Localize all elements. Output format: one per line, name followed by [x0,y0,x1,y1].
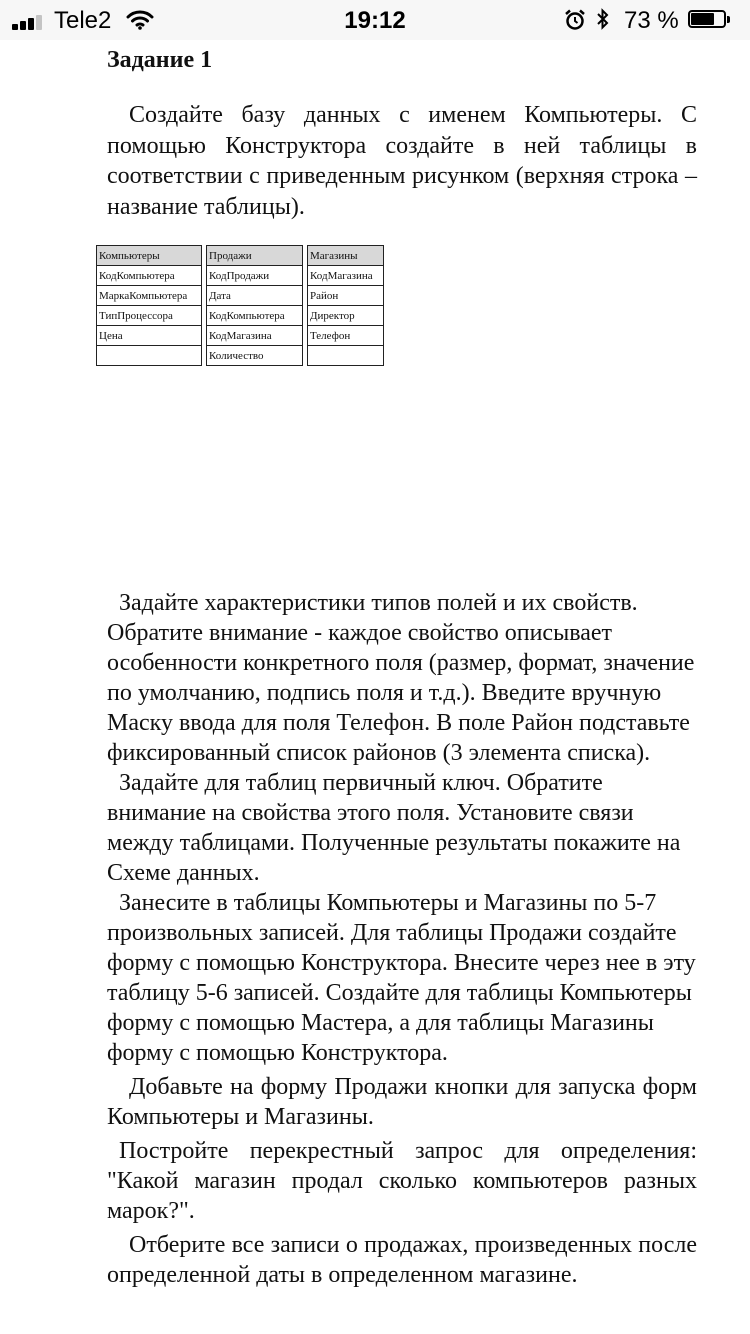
instruction-paragraph: Задайте для таблиц первичный ключ. Обратите внимание на свойства этого поля. Установите связи между таблицами. Полученные результаты покажите на Схеме данных. [107,770,681,886]
schema-field: Район [308,286,384,306]
schema-table [307,245,384,366]
schema-field: КодКомпьютера [207,306,303,326]
instruction-paragraph: Отберите все записи о продажах, произведенных после определенной даты в определенном магазине. [107,1232,697,1288]
schema-field [308,346,384,366]
instruction-paragraph: Задайте характеристики типов полей и их свойств. Обратите внимание - каждое свойство описывает особенности конкретного поля (размер, формат, значение по умолчанию, подпись поля и т.д.). Введите вручную Маску ввода для поля Телефон. В поле Район подставьте фиксированный список районов (3 элемента списка). [107,590,695,766]
task-instructions [107,588,697,1290]
instruction-paragraph: Занесите в таблицы Компьютеры и Магазины по 5-7 произвольных записей. Для таблицы Продажи создайте форму с помощью Конструктора. Внесите через нее в эту таблицу 5-6 записей. Создайте для таблицы Компьютеры форму с помощью Мастера, а для таблицы Магазины форму с помощью Конструктора. [107,890,696,1066]
status-bar [0,0,750,40]
schema-field: Директор [308,306,384,326]
schema-field: КодМагазина [207,326,303,346]
schema-field: Цена [97,326,202,346]
bluetooth-icon [596,7,610,31]
schema-table-name: Магазины [308,246,384,266]
alarm-icon [564,9,586,31]
battery-percent: 73 % [624,7,679,34]
instruction-paragraph: Добавьте на форму Продажи кнопки для запуска форм Компьютеры и Магазины. [107,1074,697,1130]
carrier-name: Tele2 [54,7,112,34]
schema-table-name: Компьютеры [97,246,202,266]
schema-field: КодМагазина [308,266,384,286]
instruction-paragraph: Постройте перекрестный запрос для определения: "Какой магазин продал сколько компьютеров разных марок?". [107,1138,697,1224]
document [107,40,697,222]
schema-table [96,245,202,366]
schema-field: Телефон [308,326,384,346]
schema-field [97,346,202,366]
schema-table-name: Продажи [207,246,303,266]
schema-field: КодКомпьютера [97,266,202,286]
schema-field: МаркаКомпьютера [97,286,202,306]
schema-field: ТипПроцессора [97,306,202,326]
battery-icon [688,10,732,30]
schema-field: Дата [207,286,303,306]
clock-time: 19:12 [344,7,406,34]
intro-paragraph: Создайте базу данных с именем Компьютеры. С помощью Конструктора создайте в ней таблицы в соответствии с приведенным рисунком (верхняя строка – название таблицы). [107,102,697,220]
task-title: Задание 1 [107,47,213,73]
schema-table [206,245,303,366]
schema-field: КодПродажи [207,266,303,286]
schema-field: Количество [207,346,303,366]
